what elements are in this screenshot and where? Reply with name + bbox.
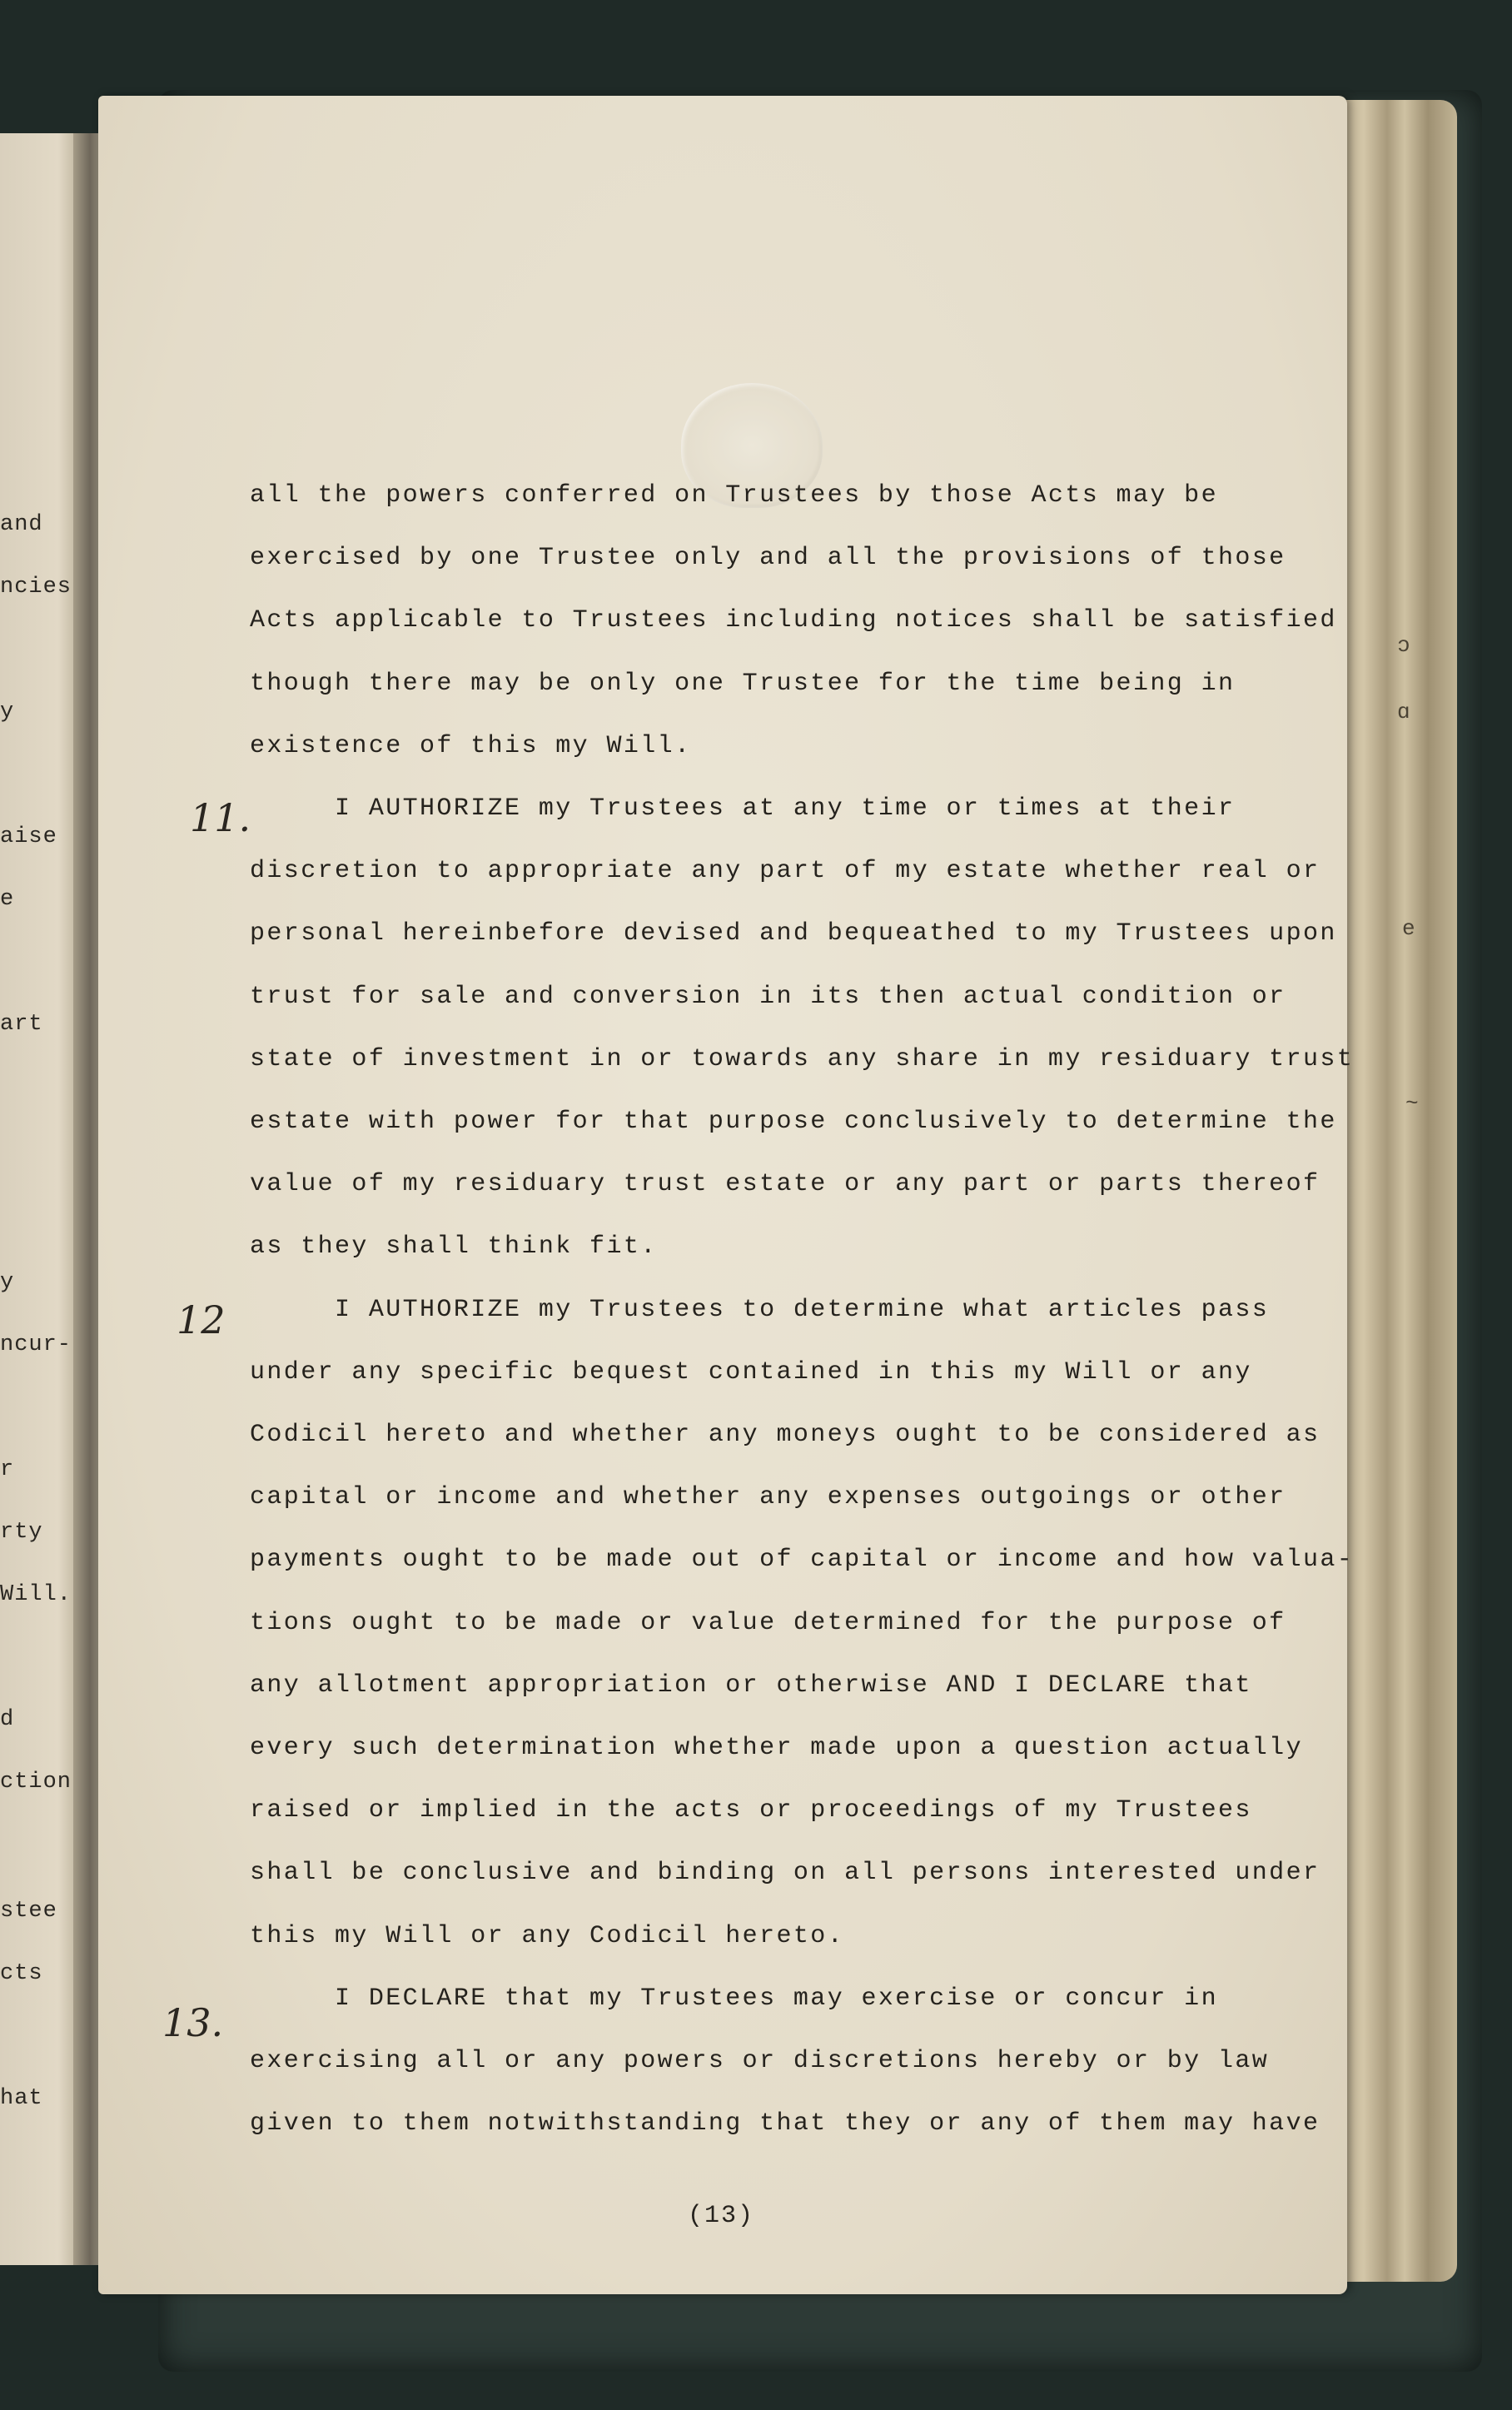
text-line: capital or income and whether any expenses outgoings or other (250, 1483, 1286, 1511)
text-line: value of my residuary trust estate or any part or parts thereof (250, 1170, 1321, 1198)
left-page-fragment: y (0, 700, 15, 724)
text-line: Acts applicable to Trustees including notices shall be satisfied (250, 606, 1337, 635)
text-line: discretion to appropriate any part of my estate whether real or (250, 857, 1321, 885)
left-page-fragment: Will. (0, 1582, 72, 1607)
pencil-mark: ɑ (1397, 700, 1410, 724)
text-line: tions ought to be made or value determined for the purpose of (250, 1609, 1286, 1637)
text-line: trust for sale and conversion in its then actual condition or (250, 983, 1286, 1011)
text-line: exercising all or any powers or discretions hereby or by law (250, 2047, 1270, 2075)
left-page-fragment: cts (0, 1961, 43, 1986)
text-line: though there may be only one Trustee for the time being in (250, 670, 1236, 698)
left-page-fragment: and (0, 512, 43, 537)
text-line: shall be conclusive and binding on all persons interested under (250, 1859, 1321, 1887)
left-page-fragment: hat (0, 2086, 43, 2111)
text-line: raised or implied in the acts or proceedings of my Trustees (250, 1796, 1252, 1825)
text-line: this my Will or any Codicil hereto. (250, 1922, 845, 1950)
text-line: I DECLARE that my Trustees may exercise or concur in (250, 1984, 1218, 2013)
text-line: given to them notwithstanding that they or any of them may have (250, 2109, 1321, 2138)
text-line: Codicil hereto and whether any moneys ought to be considered as (250, 1421, 1321, 1449)
text-line: existence of this my Will. (250, 732, 692, 760)
text-line: state of investment in or towards any share in my residuary trust (250, 1045, 1355, 1073)
page-number: (13) (688, 2202, 755, 2230)
text-line: estate with power for that purpose conclusively to determine the (250, 1108, 1337, 1136)
pencil-mark: ɔ (1397, 633, 1410, 658)
text-line: as they shall think fit. (250, 1232, 658, 1261)
text-line: I AUTHORIZE my Trustees at any time or times at their (250, 794, 1236, 823)
left-page-fragment: aise (0, 824, 57, 849)
page-edges (1340, 100, 1457, 2282)
left-page-fragment: e (0, 887, 15, 912)
text-line: under any specific bequest contained in this my Will or any (250, 1358, 1252, 1387)
text-line: exercised by one Trustee only and all the provisions of those (250, 544, 1286, 572)
left-page-fragment: ncur- (0, 1332, 72, 1357)
left-page (0, 133, 83, 2265)
text-line: I AUTHORIZE my Trustees to determine what articles pass (250, 1296, 1270, 1324)
left-page-fragment: art (0, 1012, 43, 1037)
left-page-fragment: y (0, 1270, 15, 1295)
left-page-fragment: ction (0, 1770, 72, 1795)
margin-number-13: 13. (162, 2000, 224, 2045)
left-page-fragment: stee (0, 1899, 57, 1924)
left-page-fragment: rty (0, 1520, 43, 1545)
left-page-fragment: r (0, 1457, 15, 1482)
margin-number-12: 12 (177, 1297, 226, 1342)
text-line: any allotment appropriation or otherwise AND I DECLARE that (250, 1671, 1252, 1700)
pencil-mark: ~ (1405, 1091, 1419, 1116)
text-line: every such determination whether made upon a question actually (250, 1734, 1303, 1762)
pencil-mark: e (1402, 916, 1415, 941)
left-page-fragment: d (0, 1707, 15, 1732)
margin-number-11: 11. (190, 795, 251, 840)
text-line: payments ought to be made out of capital or income and how valua- (250, 1546, 1355, 1574)
text-line: personal hereinbefore devised and bequeathed to my Trustees upon (250, 919, 1337, 948)
left-page-fragment: ncies (0, 575, 72, 600)
text-line: all the powers conferred on Trustees by those Acts may be (250, 481, 1218, 510)
